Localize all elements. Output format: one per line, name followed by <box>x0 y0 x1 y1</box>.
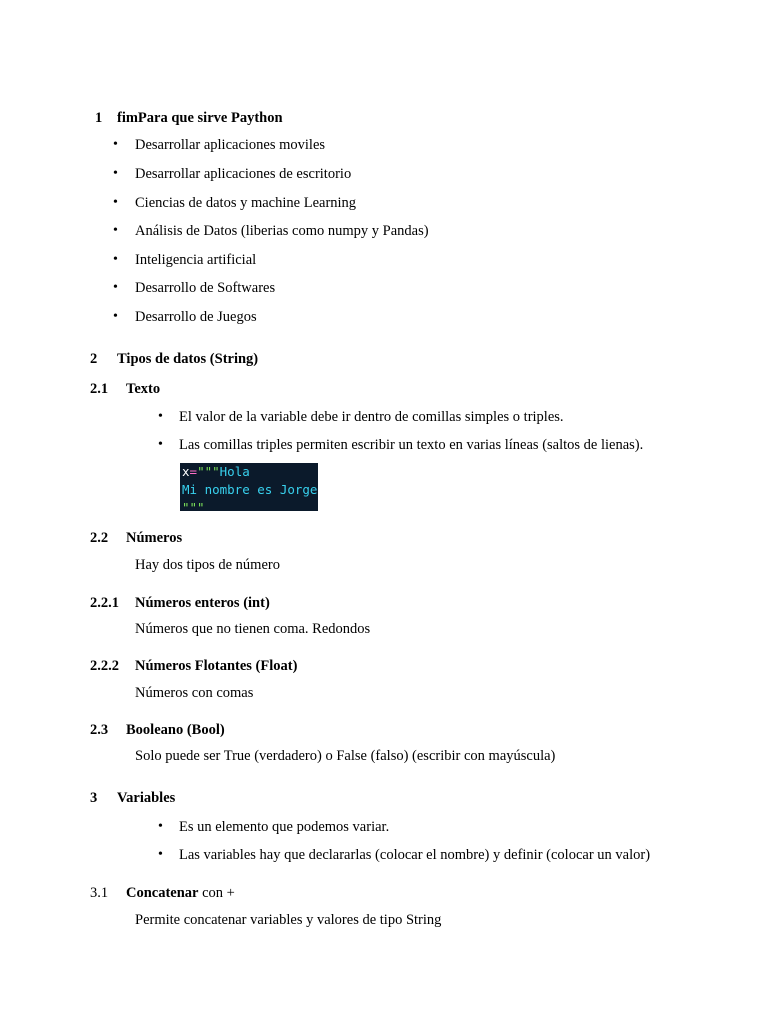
heading-2-1-title: Texto <box>126 381 161 397</box>
heading-2-2-2-number: 2.2.2 <box>90 658 119 674</box>
heading-1-number: 1 <box>95 110 103 126</box>
paragraph: Permite concatenar variables y valores de tipo String <box>135 912 442 928</box>
bullet-icon: • <box>113 166 118 181</box>
heading-2-3-number: 2.3 <box>90 722 109 738</box>
code-line-3: """ <box>182 500 205 511</box>
code-eq: = <box>189 464 198 479</box>
bullet-icon: • <box>113 280 118 295</box>
bullet-icon: • <box>113 252 118 267</box>
paragraph: Números con comas <box>135 685 254 701</box>
heading-3-title: Variables <box>117 790 176 806</box>
list-item: Desarrollar aplicaciones moviles <box>135 137 326 153</box>
heading-2-title: Tipos de datos (String) <box>117 351 259 367</box>
bullet-icon: • <box>158 819 163 834</box>
list-item: Análisis de Datos (liberias como numpy y Pandas) <box>135 223 429 239</box>
heading-2-2-title: Números <box>126 530 183 546</box>
paragraph: Hay dos tipos de número <box>135 557 280 573</box>
heading-2-2-number: 2.2 <box>90 530 109 546</box>
list-item: Las comillas triples permiten escribir un texto en varias líneas (saltos de lienas). <box>179 437 644 453</box>
list-item: Desarrollo de Juegos <box>135 309 257 325</box>
heading-2-2-2-title: Números Flotantes (Float) <box>135 658 298 674</box>
code-var: x <box>182 464 190 479</box>
code-snippet <box>180 463 318 511</box>
heading-3-1-number: 3.1 <box>90 885 109 901</box>
heading-2-2-1-title: Números enteros (int) <box>135 595 270 611</box>
heading-3-1-rest: con + <box>198 885 235 901</box>
code-text: Hola <box>219 464 250 479</box>
bullet-icon: • <box>158 847 163 862</box>
bullet-icon: • <box>158 437 163 452</box>
heading-1-title: fimPara que sirve Paython <box>117 110 283 126</box>
bullet-icon: • <box>113 223 118 238</box>
heading-3-number: 3 <box>90 790 98 806</box>
list-item: Desarrollar aplicaciones de escritorio <box>135 166 352 182</box>
list-item: Desarrollo de Softwares <box>135 280 276 296</box>
list-item: Ciencias de datos y machine Learning <box>135 195 357 211</box>
heading-3-1-title <box>126 884 235 902</box>
list-item: Las variables hay que declararlas (colocar el nombre) y definir (colocar un valor) <box>179 847 651 863</box>
bullet-icon: • <box>113 195 118 210</box>
bullet-icon: • <box>158 409 163 424</box>
heading-3-1-bold: Concatenar <box>126 885 199 901</box>
bullet-icon: • <box>113 309 118 324</box>
heading-2-1-number: 2.1 <box>90 381 109 397</box>
code-line-2: Mi nombre es Jorge <box>182 482 318 497</box>
bullet-icon: • <box>113 137 118 152</box>
list-item: El valor de la variable debe ir dentro de comillas simples o triples. <box>179 409 564 425</box>
list-item: Es un elemento que podemos variar. <box>179 819 390 835</box>
list-item: Inteligencia artificial <box>135 252 257 268</box>
heading-2-number: 2 <box>90 351 98 367</box>
code-quote: """ <box>197 464 220 479</box>
paragraph: Solo puede ser True (verdadero) o False (falso) (escribir con mayúscula) <box>135 748 556 764</box>
paragraph: Números que no tienen coma. Redondos <box>135 621 371 637</box>
heading-2-2-1-number: 2.2.1 <box>90 595 119 611</box>
heading-2-3-title: Booleano (Bool) <box>126 722 225 738</box>
